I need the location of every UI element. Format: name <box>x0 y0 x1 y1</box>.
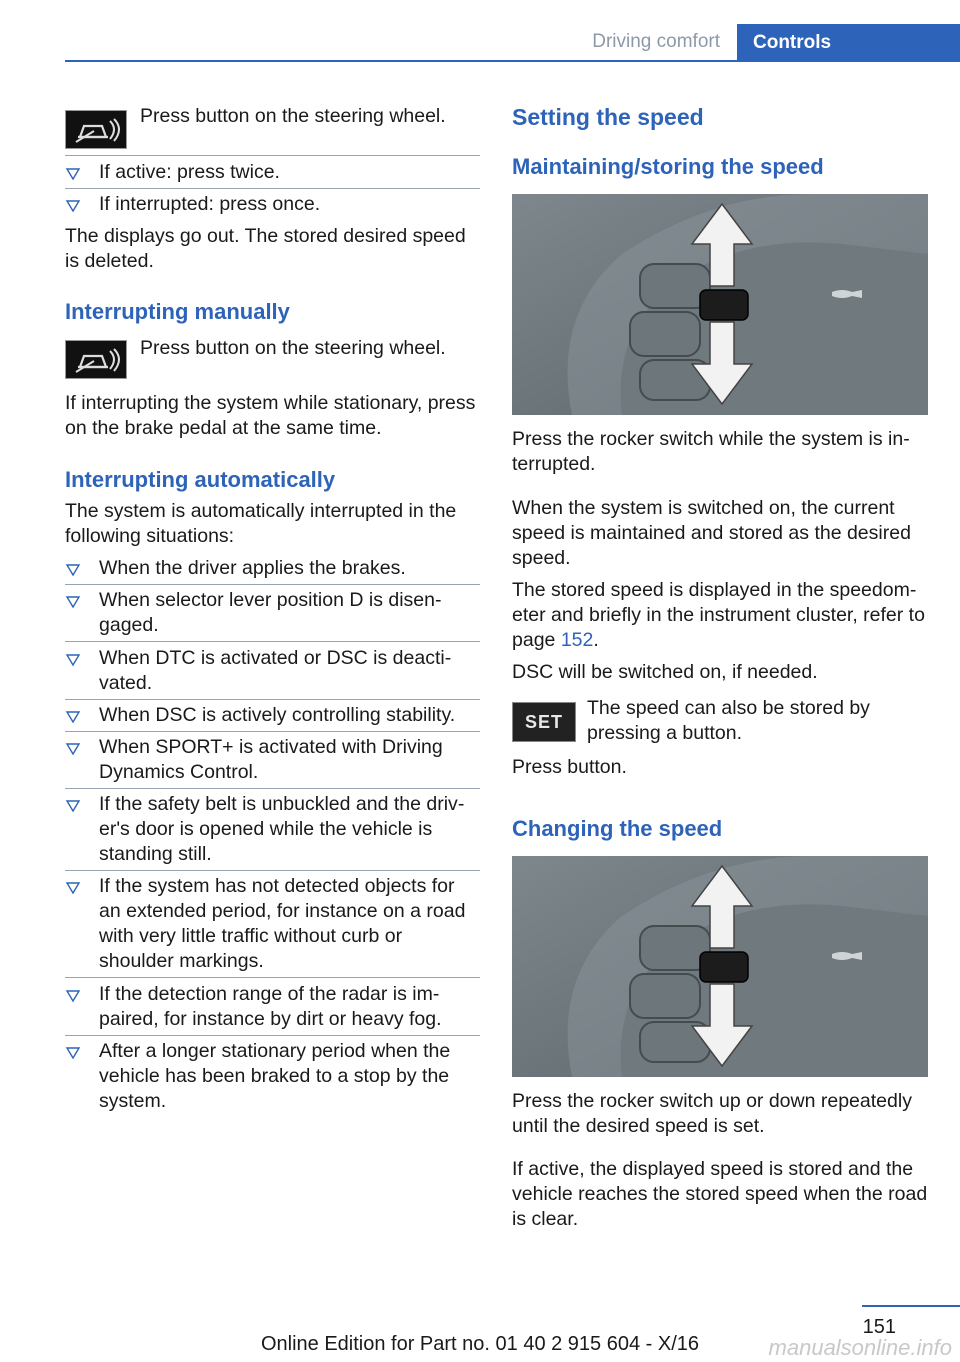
separator <box>65 155 480 156</box>
watermark: manualsonline.info <box>768 1335 952 1360</box>
triangle-bullet-icon <box>65 556 81 581</box>
separator <box>65 788 480 789</box>
triangle-bullet-icon <box>65 192 81 217</box>
triangle-bullet-icon <box>65 160 81 185</box>
header-rule <box>65 60 960 62</box>
list-item-text: If the system has not detected objects for an extended period, for instance on a road with very little traffic without curb or shoulder markings. <box>99 875 466 972</box>
list-item-text: If the safety belt is unbuckled and the driver's door is opened while the vehicle is standing still. <box>99 793 465 865</box>
separator <box>65 699 480 700</box>
triangle-bullet-icon <box>65 703 81 728</box>
cruise-control-button-icon <box>65 110 127 149</box>
list-item-text: When DSC is actively controlling stability. <box>99 704 456 726</box>
maintain-display-note: The stored speed is displayed in the speedometer and briefly in the instrument cluster, refer to page 152. <box>512 579 925 651</box>
footer-rule <box>862 1305 960 1307</box>
setting-speed-heading: Setting the speed <box>512 104 704 130</box>
triangle-bullet-icon <box>65 588 81 613</box>
separator <box>65 870 480 871</box>
list-item-text: When the driver applies the brakes. <box>99 557 406 579</box>
list-item-text: When DTC is activated or DSC is deactivated. <box>99 647 452 694</box>
deactivate-result: The displays go out. The stored desired speed is deleted. <box>65 225 466 272</box>
interrupt-auto-intro: The system is automatically interrupted in the following situations: <box>65 500 457 547</box>
list-item-text: After a longer stationary period when the vehicle has been braked to a stop by the system. <box>99 1040 451 1112</box>
triangle-bullet-icon <box>65 735 81 760</box>
cruise-control-button-icon <box>65 340 127 379</box>
header-chapter-tab: Controls <box>737 24 960 62</box>
maintain-speed-heading: Maintaining/storing the speed <box>512 154 824 179</box>
separator <box>65 584 480 585</box>
maintain-instruction: Press the rocker switch while the system is interrupted. <box>512 428 910 475</box>
changing-instruction: Press the rocker switch up or down repeatedly until the desired speed is set. <box>512 1090 912 1137</box>
triangle-bullet-icon <box>65 874 81 899</box>
set-button-description: The speed can also be stored by pressing a button. <box>587 697 870 744</box>
separator <box>65 1035 480 1036</box>
interrupt-auto-heading: Interrupting automatically <box>65 467 336 492</box>
list-item-text: If the detection range of the radar is impaired, for instance by dirt or heavy fog. <box>99 983 442 1030</box>
changing-speed-heading: Changing the speed <box>512 816 723 841</box>
page-number: 151 <box>862 1316 896 1338</box>
interrupt-manual-heading: Interrupting manually <box>65 299 290 324</box>
interrupt-manual-note: If interrupting the system while stationary, press on the brake pedal at the same time. <box>65 392 476 439</box>
edition-footer: Online Edition for Part no. 01 40 2 915 604 - X/16 <box>260 1333 700 1355</box>
interrupt-manual-instruction: Press button on the steering wheel. <box>140 337 446 359</box>
press-button-instruction: Press button. <box>512 756 627 778</box>
steering-wheel-rocker-illustration <box>512 856 928 1077</box>
dsc-note: DSC will be switched on, if needed. <box>512 661 818 683</box>
list-item-text: When SPORT+ is activated with Driving Dynamics Control. <box>99 736 443 783</box>
header-section-title: Driving comfort <box>592 31 720 52</box>
list-item-text: If interrupted: press once. <box>99 193 321 215</box>
triangle-bullet-icon <box>65 1039 81 1064</box>
page-reference-link[interactable]: 152 <box>560 629 594 651</box>
list-item-text: When selector lever position D is disengaged. <box>99 589 442 636</box>
list-item-text: If active: press twice. <box>99 161 280 183</box>
separator <box>65 188 480 189</box>
separator <box>65 641 480 642</box>
separator <box>65 731 480 732</box>
changing-description: If active, the displayed speed is stored and the vehicle reaches the stored speed when the road is clear. <box>512 1158 928 1230</box>
triangle-bullet-icon <box>65 792 81 817</box>
triangle-bullet-icon <box>65 982 81 1007</box>
set-button-icon: SET <box>512 702 576 742</box>
maintain-description: When the system is switched on, the current speed is maintained and stored as the desired speed. <box>512 497 911 569</box>
separator <box>65 977 480 978</box>
steering-wheel-rocker-illustration <box>512 194 928 415</box>
triangle-bullet-icon <box>65 646 81 671</box>
deactivate-instruction: Press button on the steering wheel. <box>140 105 446 127</box>
